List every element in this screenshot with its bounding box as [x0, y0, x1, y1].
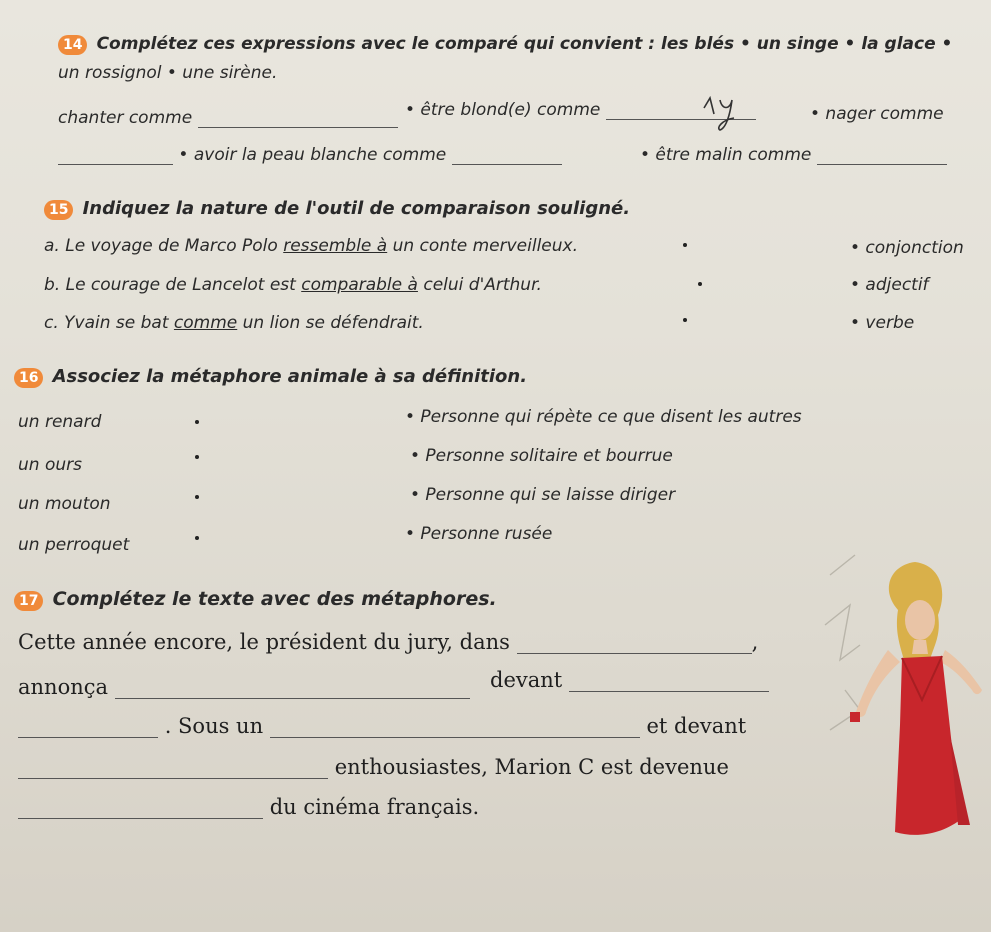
sentence-text: un conte merveilleux.: [387, 236, 579, 256]
text-fragment: et devant: [646, 714, 747, 738]
answer-blank[interactable]: [817, 164, 947, 165]
ex16-left-item: un perroquet: [18, 535, 130, 555]
sentence-text: a. Le voyage de Marco Polo: [44, 236, 284, 256]
ex16-right-item: • Personne qui répète ce que disent les autres: [405, 407, 802, 427]
match-dot[interactable]: [195, 495, 199, 499]
item-text: • avoir la peau blanche comme: [178, 145, 447, 165]
underlined-tool: comme: [173, 313, 238, 333]
answer-blank[interactable]: [115, 698, 470, 699]
exercise-17-header: [14, 588, 497, 611]
item-text: • être blond(e) comme: [405, 100, 601, 120]
sentence-text: un lion se défendrait.: [237, 313, 424, 333]
exercise-number: 14: [58, 35, 87, 55]
ex16-right-item: • Personne rusée: [405, 524, 553, 544]
answer-blank[interactable]: [18, 737, 158, 738]
match-dot[interactable]: [195, 455, 199, 459]
ex17-line-3: [18, 714, 746, 738]
underlined-tool: ressemble à: [283, 236, 388, 256]
ex17-line-4: [18, 755, 729, 779]
ex16-right-item: • Personne solitaire et bourrue: [410, 446, 673, 466]
answer-blank[interactable]: [58, 164, 173, 165]
text-fragment: . Sous un: [164, 714, 264, 738]
exercise-number: 15: [44, 200, 73, 220]
text-fragment: annonça: [18, 675, 109, 699]
exercise-16-header: [14, 366, 527, 388]
text-fragment: enthousiastes, Marion C est devenue: [334, 755, 729, 779]
sentence-text: c. Yvain se bat: [44, 313, 174, 333]
item-text: chanter comme: [58, 108, 193, 128]
exercise-14-instruction-cont: un rossignol • une sirène.: [58, 63, 278, 83]
ex17-line-2: [18, 675, 470, 699]
handwritten-answer-scribble: [700, 90, 750, 135]
item-text: • être malin comme: [640, 145, 812, 165]
ex15-option-2: • adjectif: [850, 275, 929, 295]
answer-blank[interactable]: [18, 778, 328, 779]
ex15-sentence-a: [44, 236, 578, 256]
text-fragment: du cinéma français.: [269, 795, 480, 819]
sentence-text: celui d'Arthur.: [417, 275, 542, 295]
answer-blank[interactable]: [452, 164, 562, 165]
exercise-instruction: Indiquez la nature de l'outil de comparaison souligné.: [82, 198, 631, 219]
text-fragment: Cette année encore, le président du jury, dans: [18, 630, 510, 654]
ex15-sentence-b: [44, 275, 542, 295]
ex16-left-item: un mouton: [18, 494, 111, 514]
answer-blank[interactable]: [569, 691, 769, 692]
match-dot[interactable]: [683, 318, 687, 322]
sentence-text: b. Le courage de Lancelot est: [44, 275, 302, 295]
answer-blank[interactable]: [18, 818, 263, 819]
answer-blank[interactable]: [270, 737, 640, 738]
exercise-instruction: Complétez le texte avec des métaphores.: [52, 588, 497, 610]
ex14-item-1: [58, 108, 398, 128]
ex17-line-5: [18, 795, 479, 819]
ex16-right-item: • Personne qui se laisse diriger: [410, 485, 676, 505]
answer-blank[interactable]: [517, 653, 752, 654]
match-dot[interactable]: [195, 420, 199, 424]
ex16-left-item: un ours: [18, 455, 82, 475]
ex17-line-1: Cette année encore, le président du jury, dans ,: [18, 630, 759, 654]
match-dot[interactable]: [698, 282, 702, 286]
ex15-option-3: • verbe: [850, 313, 915, 333]
ex15-option-1: • conjonction: [850, 238, 964, 258]
exercise-15-header: [44, 198, 630, 220]
exercise-number: 16: [14, 368, 43, 388]
match-dot[interactable]: [195, 536, 199, 540]
text-fragment: devant: [490, 668, 563, 692]
exercise-14-header: [58, 34, 952, 55]
ex14-item-4: [58, 145, 562, 165]
match-dot[interactable]: [683, 243, 687, 247]
ex14-item-5: [640, 145, 947, 165]
exercise-number: 17: [14, 591, 43, 611]
ex15-sentence-c: [44, 313, 424, 333]
exercise-instruction: Associez la métaphore animale à sa définition.: [52, 366, 528, 387]
ex14-item-3: • nager comme: [810, 104, 944, 124]
answer-blank[interactable]: [198, 127, 398, 128]
exercise-instruction: Complétez ces expressions avec le comparé qui convient : les blés • un singe • la glace •: [96, 34, 953, 54]
underlined-tool: comparable à: [301, 275, 418, 295]
woman-red-dress-illustration: [810, 550, 991, 850]
ex17-line-2b: [490, 668, 769, 692]
ex16-left-item: un renard: [18, 412, 102, 432]
